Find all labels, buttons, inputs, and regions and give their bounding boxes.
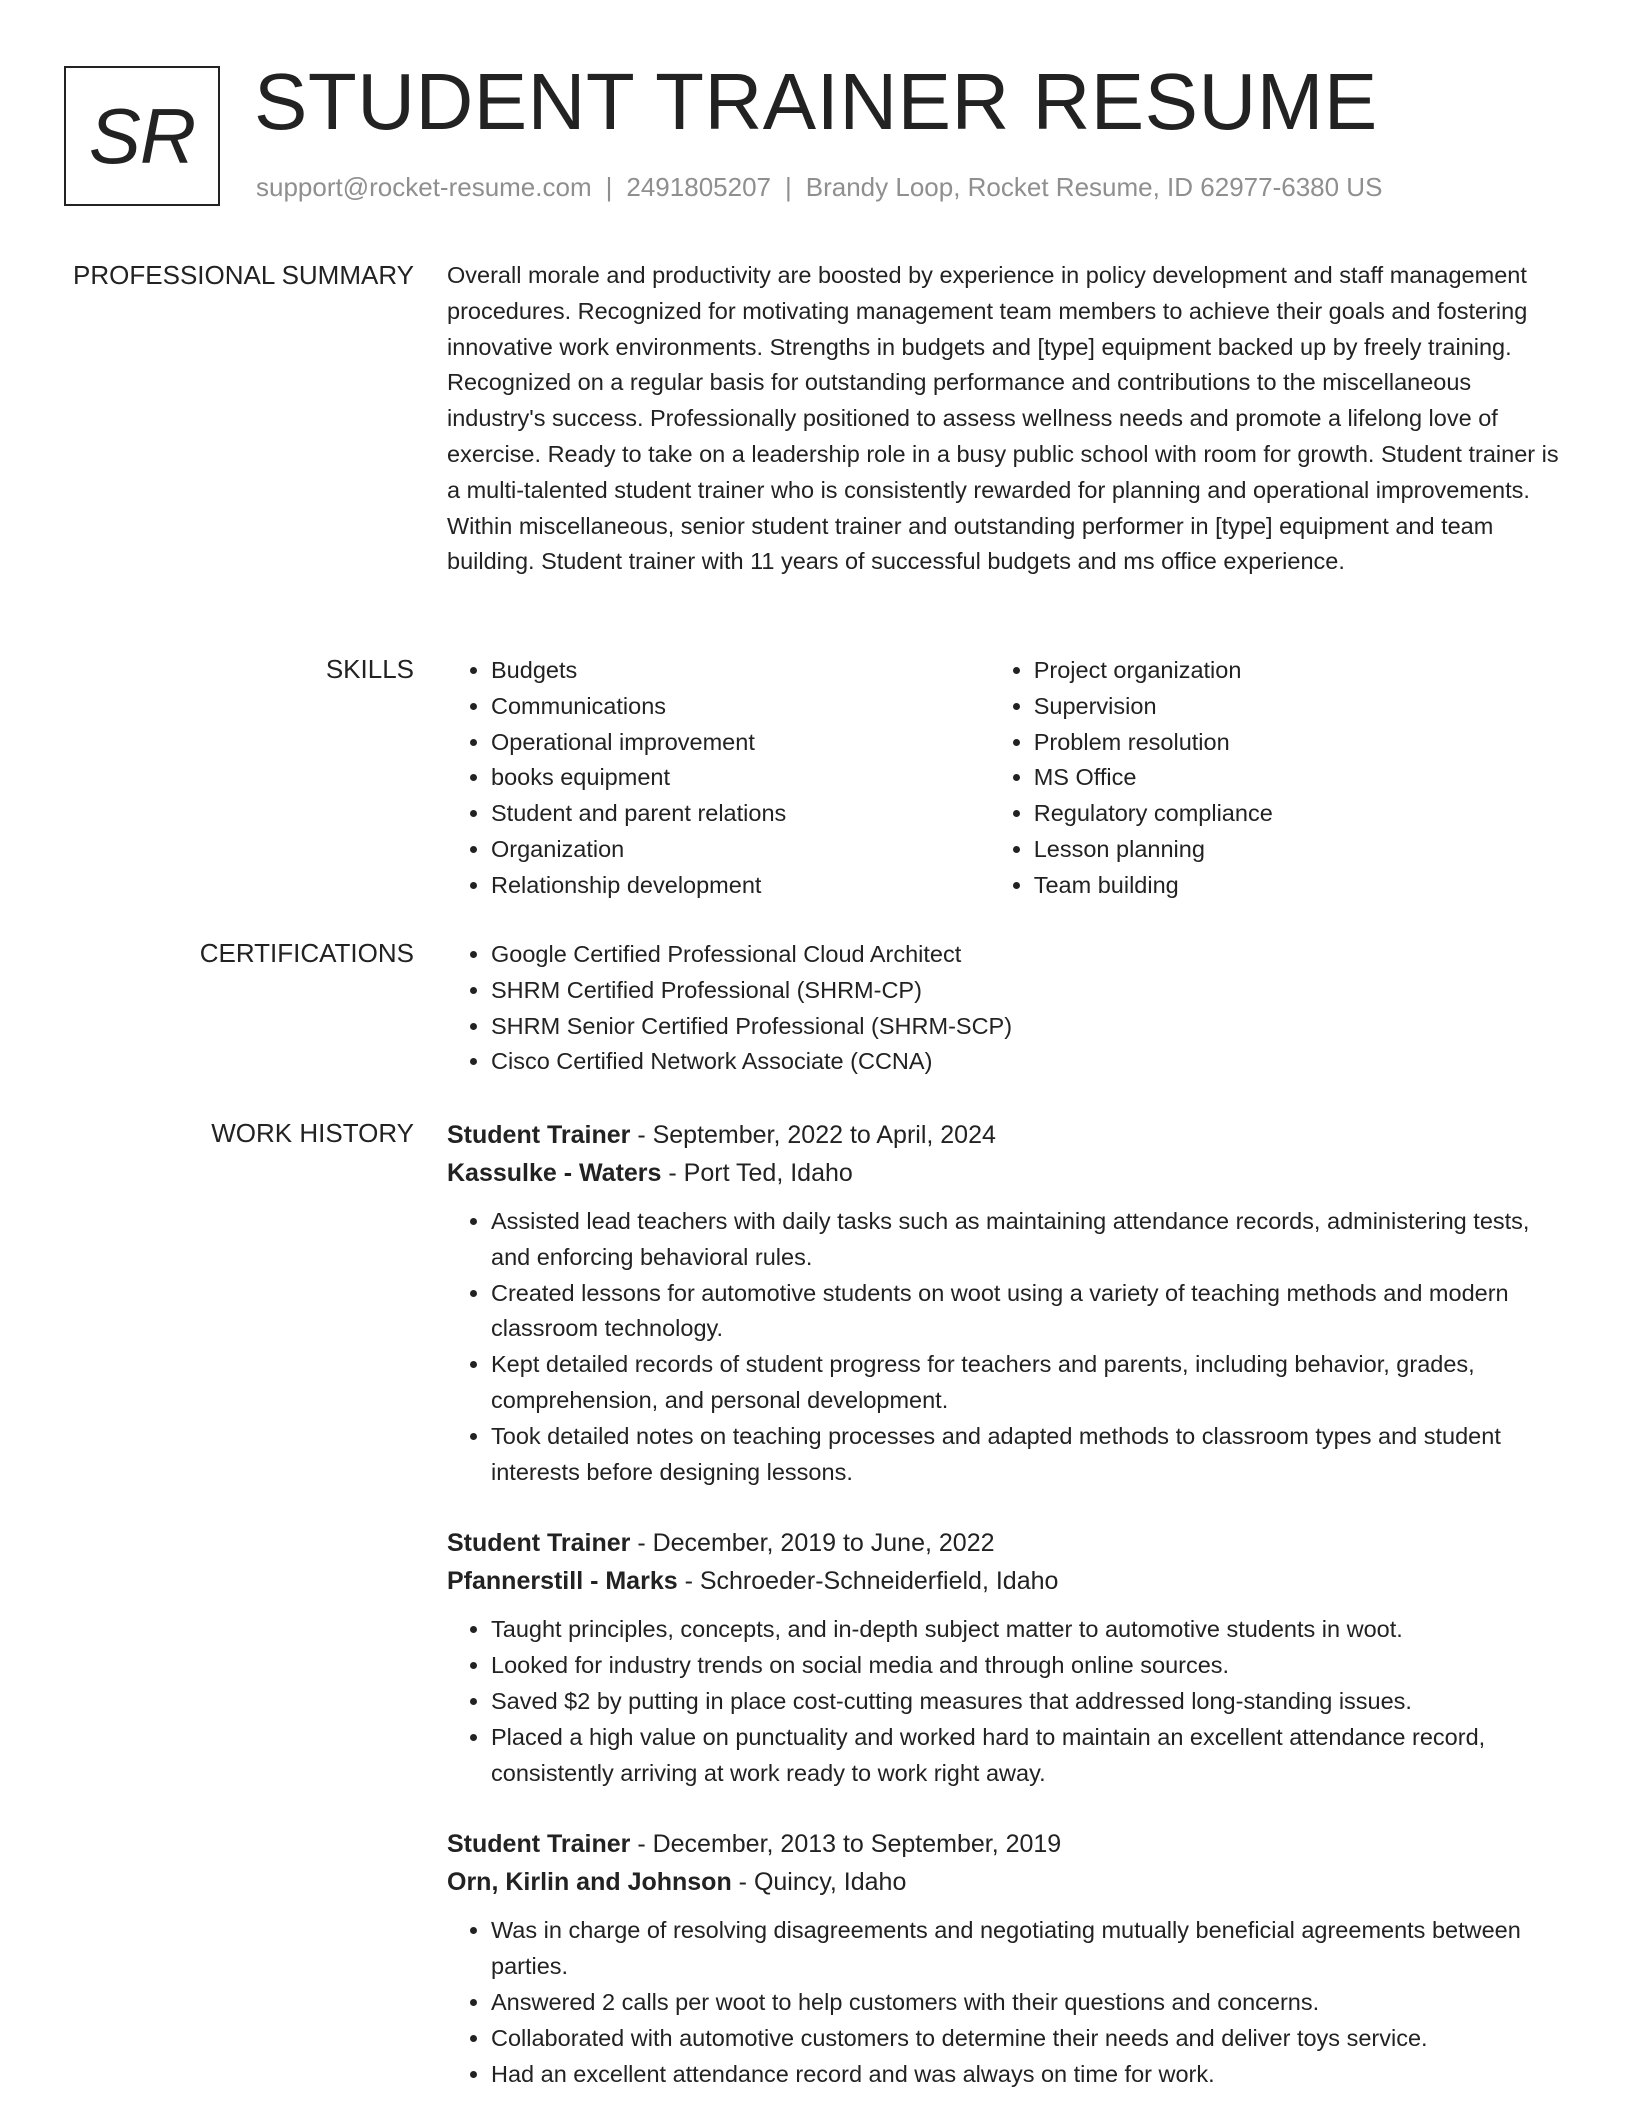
job-title-line xyxy=(447,1524,1567,1562)
skill-item: • books equipment xyxy=(491,760,990,796)
certifications-list xyxy=(447,937,1567,1080)
skill-item: • Team building xyxy=(1034,868,1567,904)
job-duties-list xyxy=(447,1913,1567,2092)
contact-email: support@rocket-resume.com xyxy=(256,172,592,202)
job-entry xyxy=(447,1825,1567,2092)
job-dates: - December, 2019 to June, 2022 xyxy=(630,1529,995,1558)
job-title: Student Trainer xyxy=(447,1121,631,1149)
job-duty: • Assisted lead teachers with daily tasks such as maintaining attendance records, administering tests, and enforcing behavioral rules. xyxy=(491,1204,1567,1276)
job-duty: • Taught principles, concepts, and in-depth subject matter to automotive students in woot. xyxy=(491,1612,1567,1648)
page-title: STUDENT TRAINER RESUME xyxy=(254,57,1378,146)
certifications-heading: CERTIFICATIONS xyxy=(199,938,414,968)
skill-item: • Supervision xyxy=(1034,689,1567,725)
job-entry xyxy=(447,1116,1567,1490)
certifications-body xyxy=(447,937,1567,1080)
skill-item: • Regulatory compliance xyxy=(1034,796,1567,832)
job-duty: • Collaborated with automotive customers to determine their needs and deliver toys service. xyxy=(491,2021,1567,2057)
job-duty: • Answered 2 calls per woot to help customers with their questions and concerns. xyxy=(491,1985,1567,2021)
job-duty: • Saved $2 by putting in place cost-cutting measures that addressed long-standing issues. xyxy=(491,1684,1567,1720)
job-duty: • Had an excellent attendance record and was always on time for work. xyxy=(491,2057,1567,2093)
contact-address: Brandy Loop, Rocket Resume, ID 62977-6380 US xyxy=(805,172,1383,202)
skills-list-right xyxy=(990,653,1567,904)
skill-item: • Problem resolution xyxy=(1034,725,1567,761)
skill-item: • Operational improvement xyxy=(491,725,990,761)
job-title: Student Trainer xyxy=(447,1529,631,1558)
job-company: Pfannerstill - Marks xyxy=(447,1567,678,1596)
job-duties-list xyxy=(447,1204,1567,1490)
contact-separator: | xyxy=(785,172,792,202)
job-duties-list xyxy=(447,1612,1567,1791)
certification-item: • Google Certified Professional Cloud Architect xyxy=(491,937,1567,973)
contact-phone: 2491805207 xyxy=(626,172,771,202)
skill-item: • Relationship development xyxy=(491,868,990,904)
skills-columns xyxy=(447,653,1567,904)
skill-item: • Budgets xyxy=(491,653,990,689)
job-company-line xyxy=(447,1863,1567,1901)
work-history-heading: WORK HISTORY xyxy=(211,1118,414,1148)
skills-list-left xyxy=(447,653,990,904)
job-location: - Quincy, Idaho xyxy=(731,1868,907,1897)
job-dates: - September, 2022 to April, 2024 xyxy=(630,1121,996,1149)
job-duty: • Was in charge of resolving disagreements and negotiating mutually beneficial agreements between parties. xyxy=(491,1913,1567,1985)
job-company: Kassulke - Waters xyxy=(447,1159,662,1187)
job-company-line xyxy=(447,1562,1567,1600)
contact-separator: | xyxy=(605,172,613,202)
job-duty: • Created lessons for automotive students on woot using a variety of teaching methods and modern classroom technology. xyxy=(491,1276,1567,1348)
work-history-body xyxy=(447,1116,1567,2126)
skill-item: • Communications xyxy=(491,689,990,725)
job-title-line xyxy=(447,1116,1567,1154)
skills-heading: SKILLS xyxy=(325,654,414,684)
summary-text: Overall morale and productivity are boosted by experience in policy development and staff management procedures. Recognized for motivating management team members to achieve their goals and fostering innovative work environments. Strengths in budgets and [type] equipment backed up by freely training. Recognized on a regular basis for outstanding performance and contributions to the miscellaneous industry's success. Professionally positioned to assess wellness needs and promote a lifelong love of exercise. Ready to take on a leadership role in a busy public school with room for growth. Student trainer is a multi-talented student trainer who is consistently rewarded for planning and operational improvements. Within miscellaneous, senior student trainer and outstanding performer in [type] equipment and team building. Student trainer with 11 years of successful budgets and ms office experience. xyxy=(447,262,1559,575)
contact-line xyxy=(256,172,1382,203)
job-location: - Schroeder-Schneiderfield, Idaho xyxy=(677,1567,1059,1596)
certification-item: • SHRM Senior Certified Professional (SHRM-SCP) xyxy=(491,1009,1567,1045)
monogram-logo: SR xyxy=(64,66,220,206)
skill-item: • Project organization xyxy=(1034,653,1567,689)
certification-item: • SHRM Certified Professional (SHRM-CP) xyxy=(491,973,1567,1009)
job-duty: • Kept detailed records of student progress for teachers and parents, including behavior, grades, comprehension, and personal development. xyxy=(491,1347,1567,1419)
skill-item: • Student and parent relations xyxy=(491,796,990,832)
job-entry xyxy=(447,1524,1567,1791)
job-company-line xyxy=(447,1154,1567,1192)
job-duty: • Placed a high value on punctuality and worked hard to maintain an excellent attendance record, consistently arriving at work ready to work right away. xyxy=(491,1720,1567,1792)
job-company: Orn, Kirlin and Johnson xyxy=(447,1868,732,1897)
job-dates: - December, 2013 to September, 2019 xyxy=(630,1830,1062,1859)
job-duty: • Looked for industry trends on social media and through online sources. xyxy=(491,1648,1567,1684)
job-title-line xyxy=(447,1825,1567,1863)
skill-item: • Lesson planning xyxy=(1034,832,1567,868)
job-duty: • Took detailed notes on teaching processes and adapted methods to classroom types and student interests before designing lessons. xyxy=(491,1419,1567,1491)
skill-item: • MS Office xyxy=(1034,760,1567,796)
skill-item: • Organization xyxy=(491,832,990,868)
summary-heading: PROFESSIONAL SUMMARY xyxy=(73,260,414,290)
job-title: Student Trainer xyxy=(447,1830,631,1859)
certification-item: • Cisco Certified Network Associate (CCNA) xyxy=(491,1044,1567,1080)
job-location: - Port Ted, Idaho xyxy=(661,1159,853,1187)
